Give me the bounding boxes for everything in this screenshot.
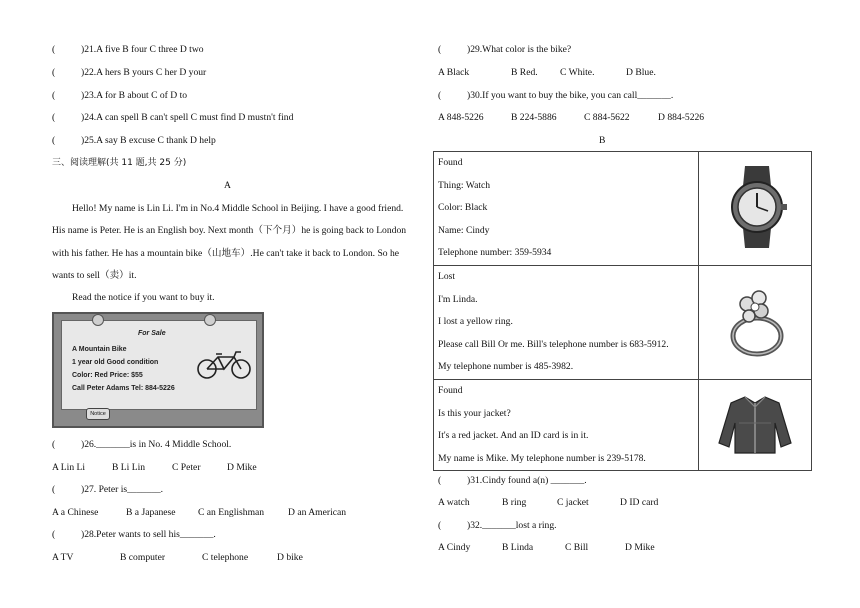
row1-line4: Name: Cindy <box>438 224 490 236</box>
q31-option-b: B ring <box>502 497 527 508</box>
table-cell-image <box>699 265 812 379</box>
bike-icon <box>196 349 252 381</box>
table-cell-text <box>434 152 699 266</box>
q32-paren: ( <box>438 520 442 531</box>
q23-paren: ( <box>52 90 56 101</box>
q30-option-c: C 884-5622 <box>584 112 630 123</box>
q30-option-a: A 848-5226 <box>438 112 484 123</box>
q32-option-c: C Bill <box>565 542 589 553</box>
row1-line2: Thing: Watch <box>438 179 491 191</box>
notice-line-2: 1 year old Good condition <box>72 359 159 366</box>
q31-paren: ( <box>438 475 442 486</box>
q26-option-b: B Li Lin <box>112 462 146 473</box>
q27-option-d: D an American <box>288 507 347 518</box>
row3-line4: My name is Mike. My telephone number is 239-5178. <box>438 452 646 464</box>
pin-icon <box>92 314 104 326</box>
q30-option-d: D 884-5226 <box>658 112 705 123</box>
q22-text: )22.A hers B yours C her D your <box>81 67 207 78</box>
notice-intro: Read the notice if you want to buy it. <box>72 292 215 303</box>
notice-title: For Sale <box>138 330 166 337</box>
ring-icon <box>715 278 795 364</box>
q30-paren: ( <box>438 90 442 101</box>
q31-option-d: D ID card <box>620 497 659 508</box>
q27-paren: ( <box>52 484 56 495</box>
q23-text: )23.A for B about C of D to <box>81 90 188 101</box>
table-row <box>434 379 812 470</box>
q27-option-c: C an Englishman <box>198 507 265 518</box>
q28-option-c: C telephone <box>202 552 249 563</box>
q28-paren: ( <box>52 529 56 540</box>
notice-paper <box>61 320 257 410</box>
q32-text: )32._______lost a ring. <box>467 520 557 531</box>
q27-option-b: B a Japanese <box>126 507 176 518</box>
q29-option-a: A Black <box>438 67 470 78</box>
row1-line3: Color: Black <box>438 202 488 214</box>
q32-option-b: B Linda <box>502 542 534 553</box>
passage-line-4: wants to sell（卖）it. <box>52 270 137 281</box>
row3-line3: It's a red jacket. And an ID card is in it. <box>438 430 589 442</box>
row2-line3: I lost a yellow ring. <box>438 316 513 328</box>
q26-text: )26._______is in No. 4 Middle School. <box>81 439 232 450</box>
table-cell-text <box>434 265 699 379</box>
q21-paren: ( <box>52 44 56 55</box>
notice-board-image <box>52 312 264 428</box>
q25-text: )25.A say B excuse C thank D help <box>81 135 216 146</box>
row1-line5: Telephone number: 359-5934 <box>438 247 552 259</box>
table-row <box>434 265 812 379</box>
section-title: 三、阅读理解(共 11 题,共 25 分) <box>52 158 187 168</box>
q28-option-a: A TV <box>52 552 74 563</box>
passage-line-1: Hello! My name is Lin Li. I'm in No.4 Middle School in Beijing. I have a good friend. <box>72 203 404 214</box>
q31-option-c: C jacket <box>557 497 589 508</box>
q31-text: )31.Cindy found a(n) _______. <box>467 475 587 486</box>
q28-text: )28.Peter wants to sell his_______. <box>81 529 216 540</box>
q30-option-b: B 224-5886 <box>511 112 557 123</box>
notice-line-3: Color: Red Price: $55 <box>72 372 143 379</box>
table-cell-image <box>699 152 812 266</box>
q28-option-b: B computer <box>120 552 166 563</box>
notice-line-1: A Mountain Bike <box>72 346 127 353</box>
q31-option-a: A watch <box>438 497 470 508</box>
q27-text: )27. Peter is_______. <box>81 484 164 495</box>
watch-icon <box>715 164 795 250</box>
notice-line-4: Call Peter Adams Tel: 884-5226 <box>72 385 175 392</box>
q29-option-c: C White. <box>560 67 595 78</box>
q29-option-b: B Red. <box>511 67 538 78</box>
q32-option-a: A Cindy <box>438 542 471 553</box>
q28-option-d: D bike <box>277 552 303 563</box>
q32-option-d: D Mike <box>625 542 655 553</box>
q30-text: )30.If you want to buy the bike, you can call_______. <box>467 90 674 101</box>
notice-tag: Notice <box>86 408 110 420</box>
passage-b-label: B <box>599 135 606 146</box>
q24-text: )24.A can spell B can't spell C must find D mustn't find <box>81 112 294 123</box>
q24-paren: ( <box>52 112 56 123</box>
q26-option-c: C Peter <box>172 462 201 473</box>
table-cell-image <box>699 379 812 470</box>
jacket-icon <box>717 393 793 455</box>
row2-line1: Lost <box>438 270 456 282</box>
q26-option-d: D Mike <box>227 462 257 473</box>
passage-line-3: with his father. He has a mountain bike（山地车）.He can't take it back to London. So he <box>52 248 400 259</box>
row2-line5: My telephone number is 485-3982. <box>438 361 574 373</box>
q29-text: )29.What color is the bike? <box>467 44 572 55</box>
table-row <box>434 152 812 266</box>
q25-paren: ( <box>52 135 56 146</box>
table-cell-text <box>434 379 699 470</box>
q26-paren: ( <box>52 439 56 450</box>
row3-line2: Is this your jacket? <box>438 407 511 419</box>
pin-icon <box>204 314 216 326</box>
passage-a-label: A <box>224 180 231 191</box>
row3-line1: Found <box>438 384 463 396</box>
row2-line2: I'm Linda. <box>438 293 478 305</box>
row2-line4: Please call Bill Or me. Bill's telephone number is 683-5912. <box>438 338 669 350</box>
q21-text: )21.A five B four C three D two <box>81 44 204 55</box>
passage-line-2: His name is Peter. He is an English boy. Next month（下个月）he is going back to London <box>52 225 407 236</box>
lost-found-table <box>433 151 812 471</box>
q29-option-d: D Blue. <box>626 67 656 78</box>
row1-line1: Found <box>438 157 463 168</box>
q29-paren: ( <box>438 44 442 55</box>
q26-option-a: A Lin Li <box>52 462 86 473</box>
q27-option-a: A a Chinese <box>52 507 99 518</box>
q22-paren: ( <box>52 67 56 78</box>
